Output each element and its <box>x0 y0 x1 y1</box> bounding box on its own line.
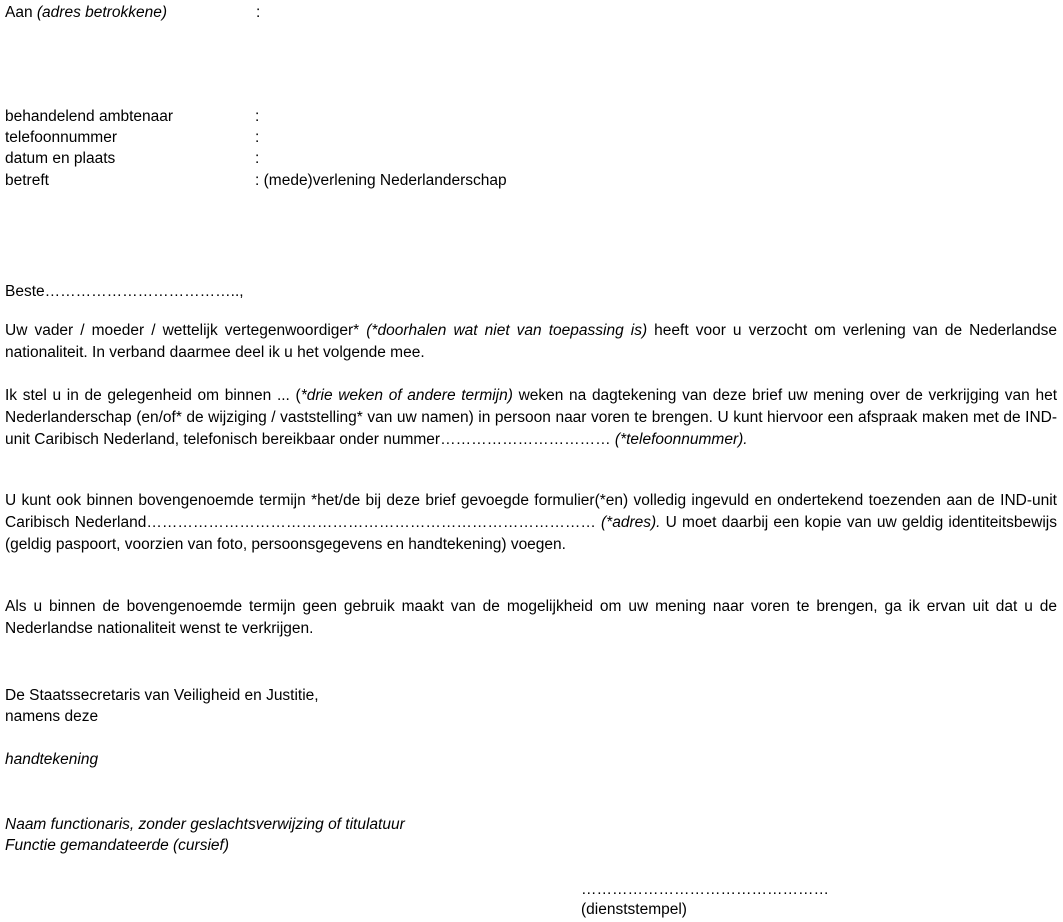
meta-colon: : <box>255 129 260 146</box>
official-name-text: Naam functionaris, zonder geslachtsverwijzing of titulatuur <box>5 816 405 833</box>
text: Ik stel u in de gelegenheid om binnen ... ( <box>5 387 301 404</box>
closing-authority: De Staatssecretaris van Veiligheid en Justitie, <box>5 687 319 704</box>
salutation: Beste……………………………….., <box>5 283 244 300</box>
official-function-text: Functie gemandateerde (cursief) <box>5 837 230 854</box>
italic-note: (*doorhalen wat niet van toepassing is) <box>366 322 648 339</box>
text: Als u binnen de bovengenoemde termijn geen gebruik maakt van de mogelijkheid om uw mening naar voren te brengen, ga ik ervan uit dat u de Nederlandse nationaliteit wenst te verkrijgen. <box>5 598 1057 637</box>
meta-colon: : <box>255 150 260 167</box>
italic-note: (*telefoonnummer). <box>614 431 748 448</box>
italic-note: (*adres). <box>601 514 661 531</box>
meta-row-subject <box>5 171 507 191</box>
meta-row-official <box>5 107 259 127</box>
official-name <box>5 815 405 835</box>
meta-label: datum en plaats <box>5 150 116 167</box>
paragraph-form <box>5 490 1057 556</box>
paragraph-consequence <box>5 596 1057 640</box>
text: U moet daarbij een kopie van uw geldig identiteitsbewijs (geldig paspoort, voorzien van foto, persoonsgegevens en handtekening) voegen. <box>5 514 1057 553</box>
meta-label: telefoonnummer <box>5 129 118 146</box>
meta-colon: : <box>255 108 260 125</box>
addressee-line <box>5 3 260 23</box>
meta-colon: : <box>255 172 260 189</box>
text: heeft voor u verzocht om verlening van de Nederlandse nationaliteit. In verband daarmee deel ik u het volgende mee. <box>5 322 1058 361</box>
meta-label: behandelend ambtenaar <box>5 108 174 125</box>
paragraph-request <box>5 320 1057 364</box>
paragraph-opportunity <box>5 385 1057 451</box>
text: U kunt ook binnen bovengenoemde termijn *het/de bij deze brief gevoegde formulier(*en) volledig ingevuld en ondertekend toezenden aan de IND-unit Caribisch Nederland…………………………………………………………………………… <box>5 492 1057 531</box>
meta-row-phone <box>5 128 259 148</box>
text: weken na dagtekening van deze brief uw mening over de verkrijging van het Nederlanderschap (en/of* de wijziging / vaststelling* van uw namen) in persoon naar voren te brengen. U kunt hiervoor een afspraak maken met de IND-unit Caribisch Nederland, telefonisch bereikbaar onder nummer…………………………… <box>5 387 1057 448</box>
stamp-dots: ………………………………………… <box>581 881 829 898</box>
closing-on-behalf: namens deze <box>5 708 99 725</box>
meta-value: (mede)verlening Nederlanderschap <box>263 172 507 189</box>
aan-colon: : <box>256 4 261 21</box>
aan-placeholder: (adres betrokkene) <box>36 4 167 21</box>
signature-text: handtekening <box>5 751 99 768</box>
text: Uw vader / moeder / wettelijk vertegenwoordiger* <box>5 322 367 339</box>
official-function <box>5 836 229 856</box>
stamp-label: (dienststempel) <box>581 901 687 918</box>
signature-placeholder <box>5 750 98 770</box>
aan-label: Aan <box>5 4 37 21</box>
italic-note: *drie weken of andere termijn) <box>300 387 513 404</box>
meta-row-date <box>5 149 259 169</box>
meta-label: betreft <box>5 172 49 189</box>
